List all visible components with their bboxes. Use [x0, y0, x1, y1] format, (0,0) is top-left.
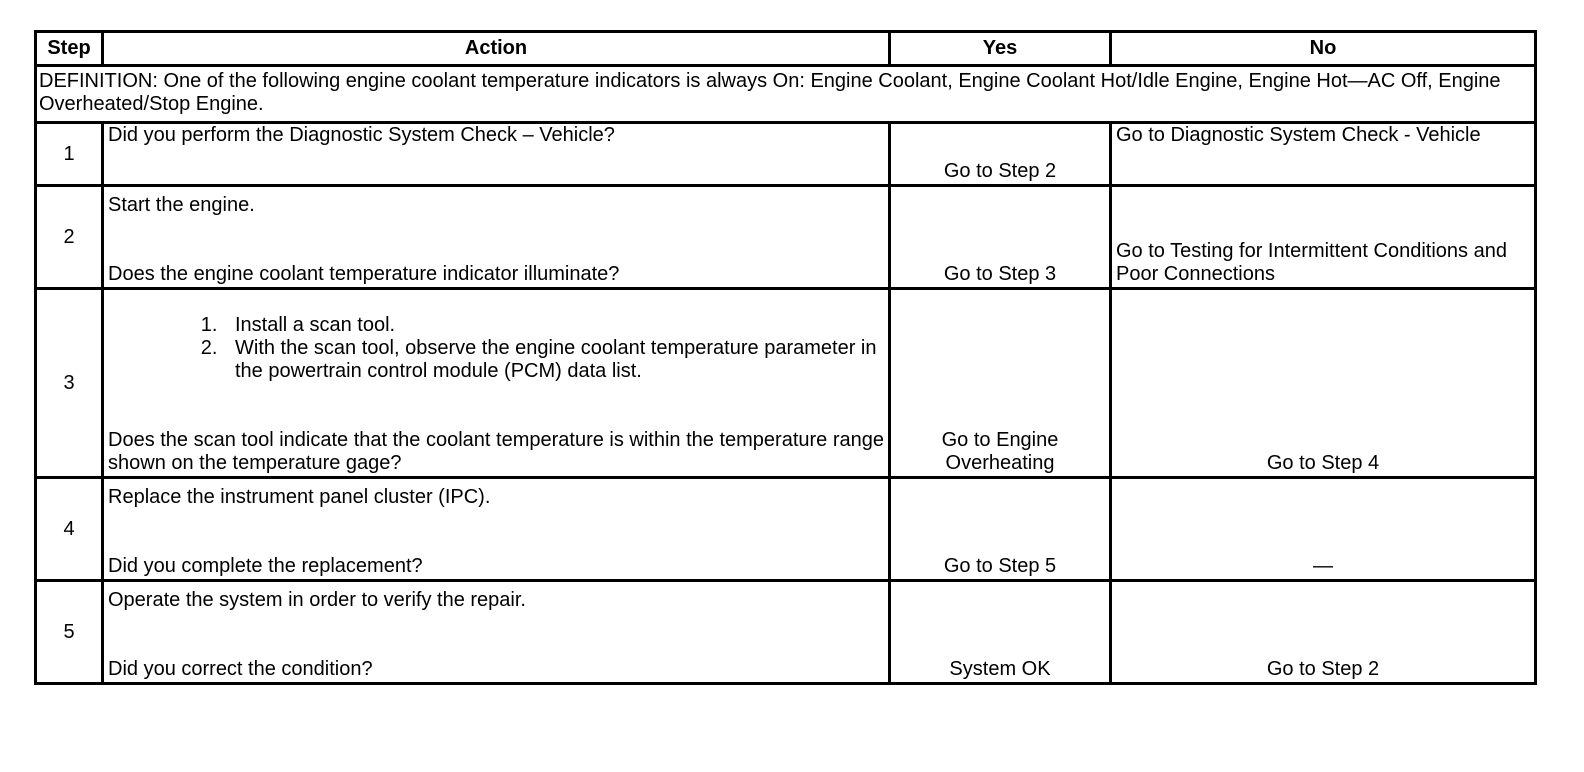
table-row — [36, 581, 1536, 684]
header-yes: Yes — [890, 32, 1111, 66]
definition-text: DEFINITION: One of the following engine coolant temperature indicators is always On: Engine Coolant, Engine Coolant Hot/Idle Engine, Engine Hot—AC Off, Engine Overheated/Stop Engine. — [36, 66, 1536, 123]
header-row — [36, 32, 1536, 66]
step-number: 3 — [36, 289, 103, 478]
no-cell: Go to Step 4 — [1111, 289, 1536, 478]
table-row — [36, 123, 1536, 186]
action-steps-list — [108, 314, 884, 383]
yes-cell: System OK — [890, 581, 1111, 684]
action-line: Replace the instrument panel cluster (IPC). — [108, 486, 491, 508]
header-action: Action — [103, 32, 890, 66]
list-item: 2. With the scan tool, observe the engine coolant temperature parameter in the powertrain control module (PCM) data list. — [223, 337, 884, 383]
table-row — [36, 186, 1536, 289]
diagnostic-table — [34, 30, 1537, 685]
action-cell — [103, 289, 890, 478]
table-row — [36, 478, 1536, 581]
step-number: 1 — [36, 123, 103, 186]
yes-cell: Go to Step 3 — [890, 186, 1111, 289]
yes-cell: Go to Step 2 — [890, 123, 1111, 186]
action-line: Did you perform the Diagnostic System Check – Vehicle? — [108, 124, 615, 146]
no-cell: Go to Diagnostic System Check - Vehicle — [1111, 123, 1536, 186]
table-row — [36, 289, 1536, 478]
action-line: Does the engine coolant temperature indicator illuminate? — [108, 263, 620, 285]
no-cell: Go to Testing for Intermittent Conditions and Poor Connections — [1111, 186, 1536, 289]
action-line: Start the engine. — [108, 194, 255, 216]
no-cell: — — [1111, 478, 1536, 581]
header-step: Step — [36, 32, 103, 66]
action-cell — [103, 581, 890, 684]
step-number: 4 — [36, 478, 103, 581]
action-line: Operate the system in order to verify the repair. — [108, 589, 526, 611]
list-item: 1. Install a scan tool. — [223, 314, 884, 337]
definition-row — [36, 66, 1536, 123]
action-question: Does the scan tool indicate that the coolant temperature is within the temperature range shown on the temperature gage? — [108, 429, 885, 474]
action-line: Did you complete the replacement? — [108, 555, 423, 577]
step-number: 5 — [36, 581, 103, 684]
header-no: No — [1111, 32, 1536, 66]
action-line: Did you correct the condition? — [108, 658, 373, 680]
action-cell — [103, 186, 890, 289]
no-cell: Go to Step 2 — [1111, 581, 1536, 684]
yes-cell: Go to Step 5 — [890, 478, 1111, 581]
action-cell — [103, 123, 890, 186]
yes-cell: Go to Engine Overheating — [890, 289, 1111, 478]
action-cell — [103, 478, 890, 581]
step-number: 2 — [36, 186, 103, 289]
